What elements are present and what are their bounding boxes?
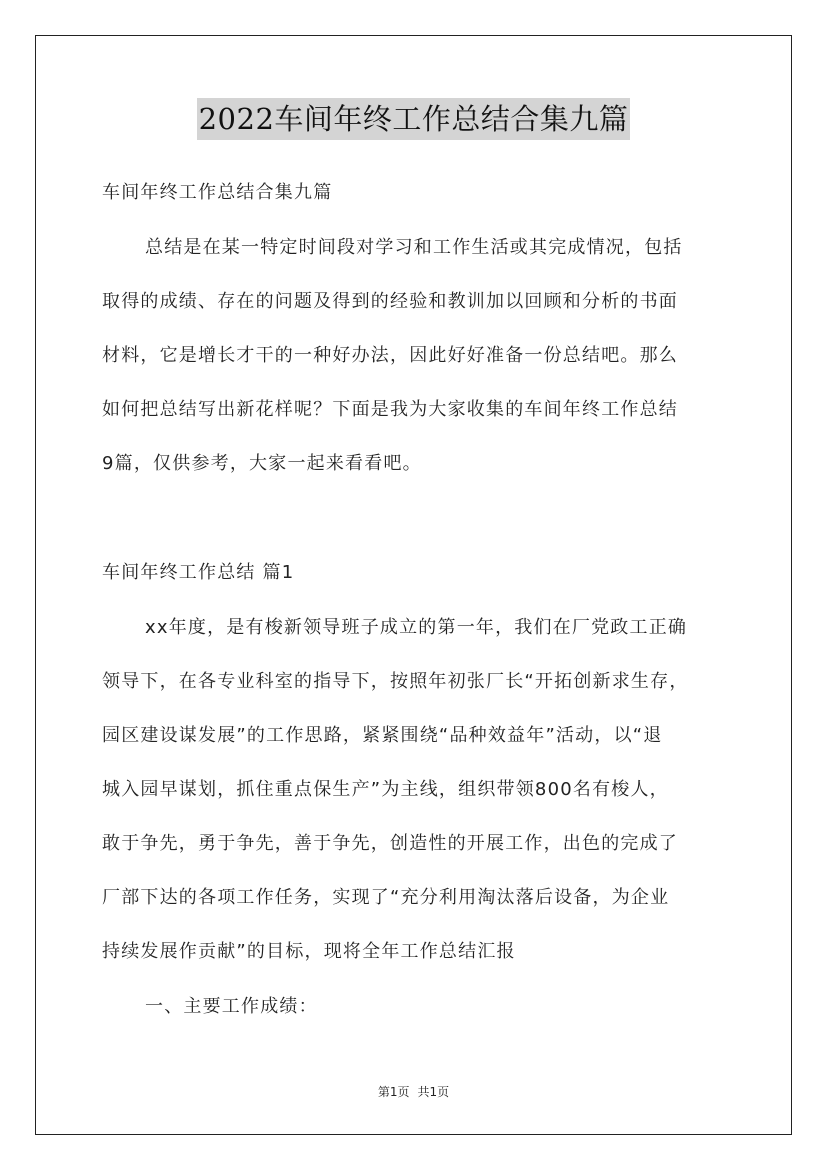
page-footer	[0, 1083, 827, 1100]
page-total: 共1页	[417, 1085, 450, 1099]
document-subtitle: 车间年终工作总结合集九篇	[102, 182, 333, 203]
section1-line-5: 敢于争先，勇于争先，善于争先，创造性的开展工作，出色的完成了	[102, 833, 678, 854]
intro-line-4: 如何把总结写出新花样呢？下面是我为大家收集的车间年终工作总结	[102, 399, 678, 420]
section1-line-1: xx年度，是有梭新领导班子成立的第一年，我们在厂党政工正确	[145, 617, 688, 638]
section-heading-1: 车间年终工作总结 篇1	[102, 562, 295, 583]
section1-line-2: 领导下，在各专业科室的指导下，按照年初张厂长“开拓创新求生存，	[102, 671, 689, 692]
subheading-main-achievements: 一、主要工作成绩：	[145, 996, 318, 1017]
section1-line-7: 持续发展作贡献”的目标，现将全年工作总结汇报	[102, 941, 516, 962]
page-number: 第1页	[377, 1085, 410, 1099]
section1-line-4: 城入园早谋划，抓住重点保生产”为主线，组织带领800名有梭人，	[102, 779, 669, 800]
intro-line-1: 总结是在某一特定时间段对学习和工作生活或其完成情况，包括	[145, 237, 683, 258]
title-wrap	[0, 98, 827, 140]
section1-line-6: 厂部下达的各项工作任务，实现了“充分利用淘汰落后设备，为企业	[102, 887, 670, 908]
intro-line-3: 材料，它是增长才干的一种好办法，因此好好准备一份总结吧。那么	[102, 345, 678, 366]
intro-line-2: 取得的成绩、存在的问题及得到的经验和教训加以回顾和分析的书面	[102, 291, 678, 312]
section1-line-3: 园区建设谋发展”的工作思路，紧紧围绕“品种效益年”活动，以“退	[102, 725, 663, 746]
document-title: 2022车间年终工作总结合集九篇	[197, 98, 631, 140]
intro-line-5: 9篇，仅供参考，大家一起来看看吧。	[102, 453, 422, 474]
